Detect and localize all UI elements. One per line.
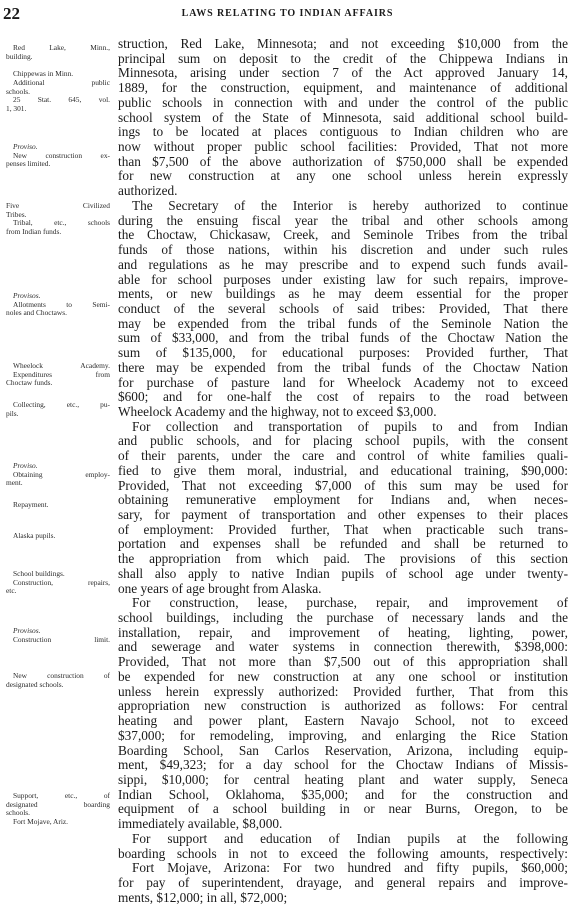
- margin-note-line: Construction, repairs,: [13, 578, 110, 587]
- margin-note-line: Proviso.: [13, 462, 38, 470]
- body-line: authorized.: [118, 184, 178, 199]
- body-line: ments, $12,000; in all, $72,000;: [118, 890, 288, 905]
- margin-note-five-civilized: [6, 202, 110, 237]
- body-line: school buildings, including the purchase of necessary lands and the: [118, 611, 568, 626]
- body-line: installation, repair, and improvement of heating, lighting, power,: [118, 625, 568, 640]
- margin-note-line: [6, 61, 110, 70]
- body-line: there may be expended from the tribal funds of the Choctaw Nation: [118, 360, 568, 375]
- margin-note-line: Chippewas in Minn.: [13, 70, 74, 79]
- margin-note-line: Collecting, etc., pu-: [13, 401, 110, 409]
- margin-note-line: schools.: [6, 809, 31, 818]
- margin-note-line: Repayment.: [13, 501, 49, 509]
- body-line: fied to give them moral, industrial, and educational training, $90,000:: [118, 463, 568, 478]
- body-line: For support and education of Indian pupils at the following: [132, 831, 568, 846]
- body-line: Fort Mojave, Arizona: For two hundred and fifty pupils, $60,000;: [132, 861, 568, 876]
- body-line: the Choctaw, Chickasaw, Creek, and Seminole Tribes from the tribal: [118, 228, 568, 243]
- margin-note-line: Expenditures from: [13, 370, 110, 379]
- margin-note-line: Obtaining employ-: [13, 470, 110, 479]
- margin-note-provisos-construction: [6, 627, 110, 644]
- margin-note-line: Choctaw funds.: [6, 379, 53, 388]
- margin-note-line: New construction ex-: [13, 151, 110, 160]
- body-line: 1889, for the construction, equipment, and maintenance of additional: [118, 81, 568, 96]
- margin-note-support: [6, 792, 110, 827]
- margin-note-line: 1, 301.: [6, 104, 27, 113]
- body-line: obtaining remunerative employment for Indians and, when neces-: [118, 493, 568, 508]
- body-text: [118, 37, 568, 905]
- body-line: for purchase of pasture land for Wheelock Academy not to exceed: [118, 375, 568, 390]
- body-line: sary, for payment of transportation and other expenses to their places: [118, 508, 568, 522]
- body-line: for pay of superintendent, drayage, and general repairs and improve-: [118, 875, 568, 890]
- body-line: sippi, $10,000; for central heating plant and water supply, Seneca: [118, 772, 568, 787]
- margin-note-proviso-obtaining: [6, 462, 110, 488]
- body-line: struction, Red Lake, Minnesota; and not exceeding $10,000 from the: [118, 37, 568, 51]
- body-line: school system of the State of Minnesota, said additional school build-: [118, 110, 568, 125]
- body-line: now without proper public school facilities: Provided, That not more: [118, 140, 568, 155]
- margin-note-line: Wheelock Academy.: [13, 362, 110, 370]
- margin-note-line: Red Lake, Minn.,: [13, 44, 110, 52]
- body-line: for new construction at any one school unless herein expressly: [118, 169, 568, 184]
- margin-note-alaska: [6, 532, 110, 541]
- body-line: heating and power plant, Eastern Navajo School, not to exceed: [118, 714, 568, 729]
- body-line: For construction, lease, purchase, repair, and improvement of: [132, 596, 568, 611]
- body-line: ments, or new buildings as he may deem essential for the proper: [118, 287, 568, 302]
- margin-note-line: etc.: [6, 587, 17, 596]
- page-number: 22: [3, 4, 20, 23]
- body-line: of employment: Provided further, That when practicable such trans-: [118, 522, 568, 537]
- body-line: than $7,500 of the above authorization of $750,000 shall be expended: [118, 154, 568, 169]
- margin-note-line: Additional public: [13, 78, 110, 87]
- body-line: conduct of the several schools of said tribes: Provided, That there: [118, 301, 568, 316]
- body-line: ment, $49,323; for a day school for the Choctaw Indians of Missis-: [118, 758, 568, 773]
- margin-note-line: Provisos.: [13, 627, 41, 635]
- margin-note-line: Tribes.: [6, 210, 27, 219]
- body-line: of their parents, under the care and control of white families quali-: [118, 449, 568, 464]
- margin-note-line: building.: [6, 52, 33, 61]
- margin-note-wheelock: [6, 362, 110, 388]
- margin-note-line: Allotments to Semi-: [13, 300, 110, 309]
- margin-note-proviso-construction: [6, 143, 110, 169]
- body-line: principal sum on deposit to the credit of the Chippewa Indians in: [118, 51, 568, 66]
- body-line: during the ensuing fiscal year the tribal and other schools among: [118, 213, 568, 228]
- body-line: and sewerage and water systems in connection therewith, $398,000:: [118, 640, 568, 655]
- body-line: public schools in connection with and under the control of the public: [118, 95, 568, 110]
- margin-note-line: pils.: [6, 409, 19, 418]
- body-line: portation and expenses shall be refunded and shall be returned to: [118, 537, 568, 552]
- margin-note-line: designated schools.: [6, 680, 64, 689]
- body-line: For collection and transportation of pupils to and from Indian: [132, 419, 568, 434]
- margin-note-line: from Indian funds.: [6, 228, 62, 237]
- body-line: $37,000; for remodeling, improving, and enlarging the Rice Station: [118, 728, 568, 743]
- margin-note-line: Tribal, etc., schools: [13, 219, 110, 228]
- body-line: and regulations as he may prescribe and to expend such funds avail-: [118, 257, 568, 272]
- body-line: be expended for new construction at any one school or institution: [118, 669, 568, 684]
- body-line: funds of those nations, within his discretion and under such rules: [118, 243, 568, 258]
- margin-note-new-construction: [6, 672, 110, 689]
- body-line: ings to be located at places contiguous to Indian children who are: [118, 125, 568, 140]
- body-line: and public schools, and for placing school pupils, with the consent: [118, 434, 568, 449]
- margin-note-line: Proviso.: [13, 143, 38, 151]
- body-line: shall also apply to native Indian pupils of school age under twenty-: [118, 566, 568, 581]
- body-line: Boarding School, San Carlos Reservation, Arizona, including equip-: [118, 743, 568, 758]
- margin-note-line: Construction limit.: [13, 635, 110, 644]
- body-line: unless herein expressly authorized: Provided further, That from this: [118, 684, 568, 699]
- body-line: sum of $135,000, for educational purposes: Provided further, That: [118, 346, 568, 361]
- margin-note-red-lake: [6, 44, 110, 114]
- margin-note-line: noles and Choctaws.: [6, 309, 67, 318]
- body-line: able for school purposes under existing law for such repairs, improve-: [118, 272, 568, 287]
- body-line: Minnesota, arising under section 7 of the Act approved January 14,: [118, 66, 568, 81]
- body-line: The Secretary of the Interior is hereby authorized to continue: [132, 198, 568, 213]
- margin-note-school-buildings: [6, 570, 110, 596]
- margin-note-repayment: [6, 501, 110, 510]
- body-line: Indian School, Oklahoma, $35,000; and for the construction and: [118, 787, 568, 802]
- margin-note-line: 25 Stat. 645, vol.: [13, 96, 110, 105]
- body-line: Provided, That not more than $7,500 out of this appropriation shall: [118, 655, 568, 670]
- margin-note-line: School buildings.: [13, 570, 65, 578]
- body-line: $600; and for one-half the cost of repairs to the road between: [118, 390, 568, 405]
- body-line: sum of $33,000, and from the tribal funds of the Choctaw Nation the: [118, 331, 568, 346]
- body-line: one years of age brought from Alaska.: [118, 581, 322, 596]
- margin-note-line: schools.: [6, 87, 31, 96]
- margin-note-line: Five Civilized: [6, 202, 110, 210]
- margin-note-line: Support, etc., of: [13, 792, 110, 800]
- margin-note-line: Alaska pupils.: [13, 532, 56, 540]
- margin-note-collecting: [6, 401, 110, 418]
- body-line: immediately available, $8,000.: [118, 817, 283, 832]
- body-line: Wheelock Academy and the highway, not to exceed $3,000.: [118, 404, 437, 419]
- body-line: appropriation new construction is authorized as follows: For central: [118, 699, 568, 714]
- body-line: Provided, That not exceeding $7,000 of this sum may be used for: [118, 478, 568, 493]
- running-title: LAWS RELATING TO INDIAN AFFAIRS: [181, 8, 394, 19]
- margin-note-line: Fort Mojave, Ariz.: [13, 818, 69, 827]
- margin-note-line: ment.: [6, 479, 23, 488]
- margin-note-line: New construction of: [13, 672, 110, 680]
- margin-note-line: designated boarding: [6, 800, 110, 809]
- body-line: equipment of a school building in or near Burns, Oregon, to be: [118, 802, 568, 817]
- body-line: boarding schools in not to exceed the following amounts, respectively:: [118, 846, 568, 861]
- body-line: may be expended from the tribal funds of the Seminole Nation the: [118, 316, 568, 331]
- body-line: the appropriation from which paid. The provisions of this section: [118, 552, 568, 567]
- margin-note-provisos-allotments: [6, 292, 110, 318]
- margin-note-line: penses limited.: [6, 160, 51, 169]
- margin-note-line: Provisos.: [13, 292, 41, 300]
